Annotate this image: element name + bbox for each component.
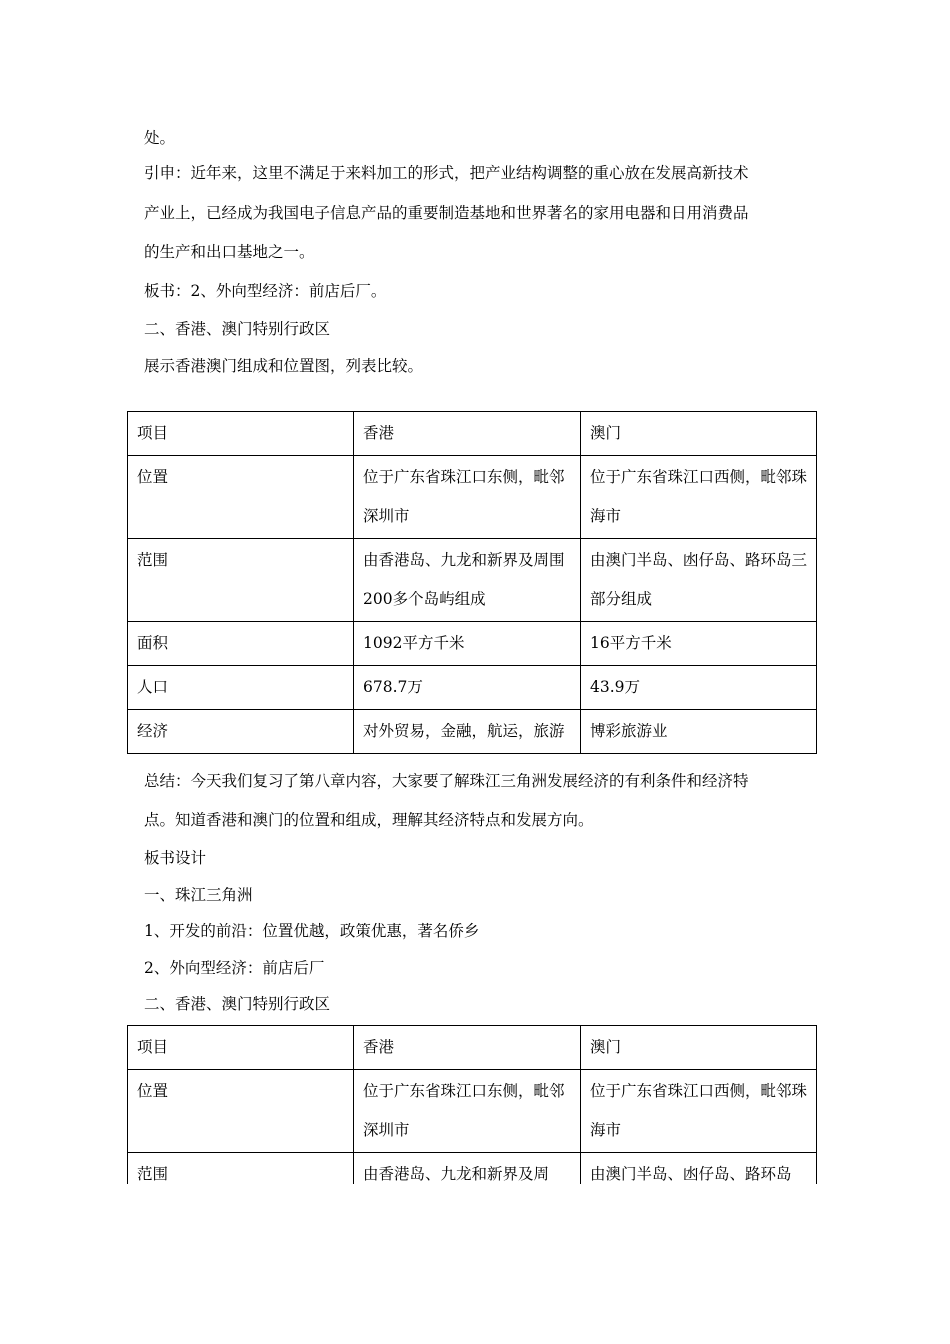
table-row: [128, 539, 817, 622]
comparison-table: [127, 411, 817, 754]
table-row: [128, 622, 817, 666]
table-cell: 位于广东省珠江口西侧，毗邻珠海市: [581, 1070, 817, 1153]
paragraph-line: 产业上，已经成为我国电子信息产品的重要制造基地和世界著名的家用电器和日用消费品: [144, 204, 749, 222]
table-cell: 范围: [128, 539, 354, 622]
table-cell: 位置: [128, 456, 354, 539]
board-design-line: 1、开发的前沿：位置优越，政策优惠，著名侨乡: [144, 922, 480, 940]
table-cell: 由澳门半岛、凼仔岛、路环岛: [581, 1153, 817, 1185]
board-design-title: 板书设计: [144, 849, 207, 867]
paragraph-line: 的生产和出口基地之一。: [144, 243, 315, 261]
table-cell: 面积: [128, 622, 354, 666]
comparison-table-board: [127, 1025, 817, 1184]
table-header-cell: 项目: [128, 1026, 354, 1070]
table-cell: 16平方千米: [581, 622, 817, 666]
paragraph-line: 处。: [144, 129, 176, 147]
section-heading: 二、香港、澳门特别行政区: [144, 320, 331, 338]
board-design-line: 2、外向型经济：前店后厂: [144, 959, 325, 977]
table-cell: 1092平方千米: [354, 622, 581, 666]
table-cell: 范围: [128, 1153, 354, 1185]
section-heading: 二、香港、澳门特别行政区: [144, 995, 331, 1013]
board-design-line: 一、珠江三角洲: [144, 886, 253, 904]
table-row: [128, 710, 817, 754]
table-header-row: [128, 1026, 817, 1070]
table-cell: 位于广东省珠江口东侧，毗邻深圳市: [354, 1070, 581, 1153]
paragraph-line: 引申：近年来，这里不满足于来料加工的形式，把产业结构调整的重心放在发展高新技术: [144, 164, 749, 182]
table-cell: 位于广东省珠江口西侧，毗邻珠海市: [581, 456, 817, 539]
table-cell: 位于广东省珠江口东侧，毗邻深圳市: [354, 456, 581, 539]
table-cell: 由香港岛、九龙和新界及周围200多个岛屿组成: [354, 539, 581, 622]
table-cell: 由澳门半岛、凼仔岛、路环岛三部分组成: [581, 539, 817, 622]
table-row: [128, 1070, 817, 1153]
table-cell: 人口: [128, 666, 354, 710]
table-row: [128, 456, 817, 539]
board-note: 板书：2、外向型经济：前店后厂。: [144, 282, 387, 300]
summary-line: 总结：今天我们复习了第八章内容，大家要了解珠江三角洲发展经济的有利条件和经济特: [144, 772, 749, 790]
summary-line: 点。知道香港和澳门的位置和组成，理解其经济特点和发展方向。: [144, 811, 594, 829]
table-cell: 位置: [128, 1070, 354, 1153]
table-cell: 由香港岛、九龙和新界及周: [354, 1153, 581, 1185]
table-cell: 43.9万: [581, 666, 817, 710]
table-header-cell: 项目: [128, 412, 354, 456]
table-row: [128, 666, 817, 710]
table-header-cell: 香港: [354, 412, 581, 456]
table-header-cell: 澳门: [581, 412, 817, 456]
table-cell: 经济: [128, 710, 354, 754]
table-header-cell: 澳门: [581, 1026, 817, 1070]
table-cell: 678.7万: [354, 666, 581, 710]
table-header-cell: 香港: [354, 1026, 581, 1070]
table-cell: 对外贸易，金融，航运，旅游: [354, 710, 581, 754]
table-clip: [0, 1024, 950, 1184]
table-cell: 博彩旅游业: [581, 710, 817, 754]
table-row: [128, 1153, 817, 1185]
table-header-row: [128, 412, 817, 456]
paragraph-line: 展示香港澳门组成和位置图，列表比较。: [144, 357, 424, 375]
